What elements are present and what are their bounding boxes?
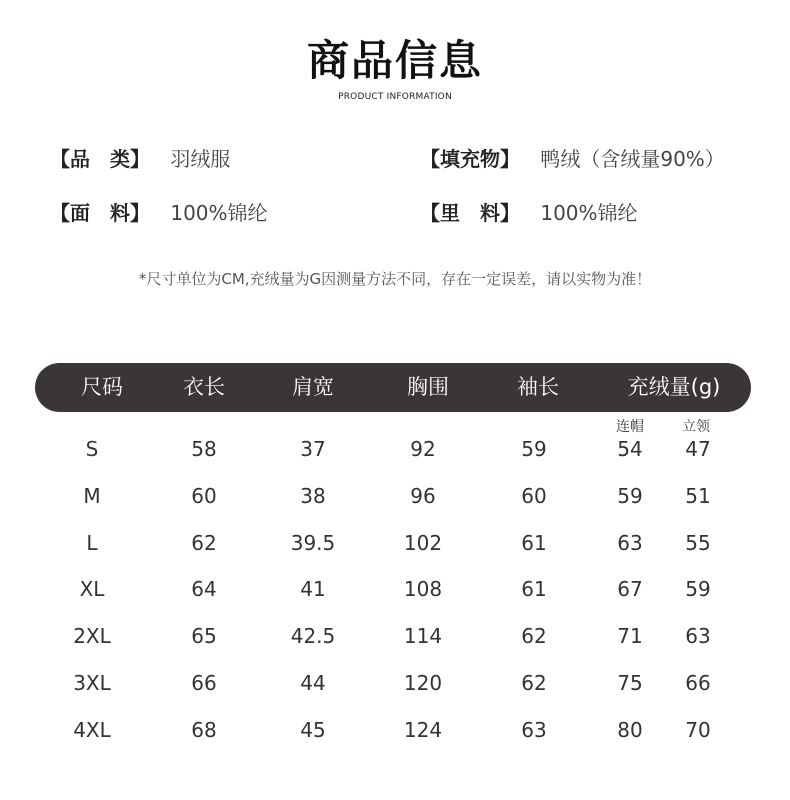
cell-size: XL: [79, 577, 105, 601]
cell-shoulder: 45: [300, 718, 326, 742]
cell-length: 64: [191, 577, 217, 601]
info-filling: [420, 146, 725, 172]
cell-fill-hooded: 80: [617, 718, 643, 742]
info-label: 【里 料】: [420, 201, 520, 225]
column-header-sleeve: 袖长: [517, 375, 559, 399]
cell-sleeve: 62: [521, 671, 547, 695]
info-category: [50, 146, 230, 172]
cell-chest: 102: [403, 531, 443, 555]
column-header-length: 衣长: [183, 375, 225, 399]
cell-fill-stand-collar: 51: [685, 484, 711, 508]
cell-shoulder: 42.5: [290, 624, 336, 648]
info-value: 100%锦纶: [170, 201, 268, 225]
cell-length: 66: [191, 671, 217, 695]
column-header-chest: 胸围: [407, 375, 449, 399]
info-value: 鸭绒（含绒量90%）: [540, 147, 725, 171]
cell-sleeve: 59: [521, 437, 547, 461]
cell-fill-stand-collar: 70: [685, 718, 711, 742]
cell-fill-hooded: 67: [617, 577, 643, 601]
cell-size: S: [85, 437, 99, 461]
column-header-shoulder: 肩宽: [292, 375, 334, 399]
cell-fill-stand-collar: 63: [685, 624, 711, 648]
cell-length: 60: [191, 484, 217, 508]
cell-fill-stand-collar: 66: [685, 671, 711, 695]
cell-shoulder: 37: [300, 437, 326, 461]
info-label: 【品 类】: [50, 147, 150, 171]
cell-length: 62: [191, 531, 217, 555]
cell-sleeve: 61: [521, 577, 547, 601]
info-label: 【面 料】: [50, 201, 150, 225]
cell-size: 3XL: [73, 671, 111, 695]
info-fabric: [50, 200, 268, 226]
cell-chest: 114: [403, 624, 443, 648]
cell-sleeve: 63: [521, 718, 547, 742]
cell-fill-stand-collar: 47: [685, 437, 711, 461]
cell-chest: 124: [403, 718, 443, 742]
cell-size: M: [83, 484, 101, 508]
cell-fill-stand-collar: 55: [685, 531, 711, 555]
cell-length: 65: [191, 624, 217, 648]
cell-shoulder: 39.5: [290, 531, 336, 555]
cell-fill-hooded: 63: [617, 531, 643, 555]
cell-sleeve: 61: [521, 531, 547, 555]
cell-fill-hooded: 54: [617, 437, 643, 461]
column-header-fill-weight: 充绒量(g): [627, 375, 721, 399]
cell-length: 68: [191, 718, 217, 742]
cell-shoulder: 44: [300, 671, 326, 695]
page-title: 商品信息: [306, 36, 483, 85]
cell-length: 58: [191, 437, 217, 461]
info-lining: [420, 200, 638, 226]
cell-size: 2XL: [73, 624, 111, 648]
cell-chest: 120: [403, 671, 443, 695]
subheader-hooded: 连帽: [616, 419, 644, 435]
page-subtitle: PRODUCT INFORMATION: [338, 92, 452, 102]
cell-size: L: [86, 531, 98, 555]
measurement-note: *尺寸单位为CM,充绒量为G因测量方法不同，存在一定误差，请以实物为准！: [138, 270, 652, 288]
cell-fill-hooded: 59: [617, 484, 643, 508]
cell-chest: 92: [410, 437, 436, 461]
cell-size: 4XL: [73, 718, 111, 742]
cell-fill-hooded: 71: [617, 624, 643, 648]
cell-chest: 96: [410, 484, 436, 508]
cell-chest: 108: [403, 577, 443, 601]
subheader-stand-collar: 立领: [682, 419, 710, 435]
cell-sleeve: 62: [521, 624, 547, 648]
info-value: 羽绒服: [170, 147, 231, 171]
info-value: 100%锦纶: [540, 201, 638, 225]
cell-fill-stand-collar: 59: [685, 577, 711, 601]
cell-shoulder: 41: [300, 577, 326, 601]
cell-sleeve: 60: [521, 484, 547, 508]
info-label: 【填充物】: [420, 147, 520, 171]
cell-fill-hooded: 75: [617, 671, 643, 695]
cell-shoulder: 38: [300, 484, 326, 508]
column-header-size: 尺码: [81, 375, 123, 399]
